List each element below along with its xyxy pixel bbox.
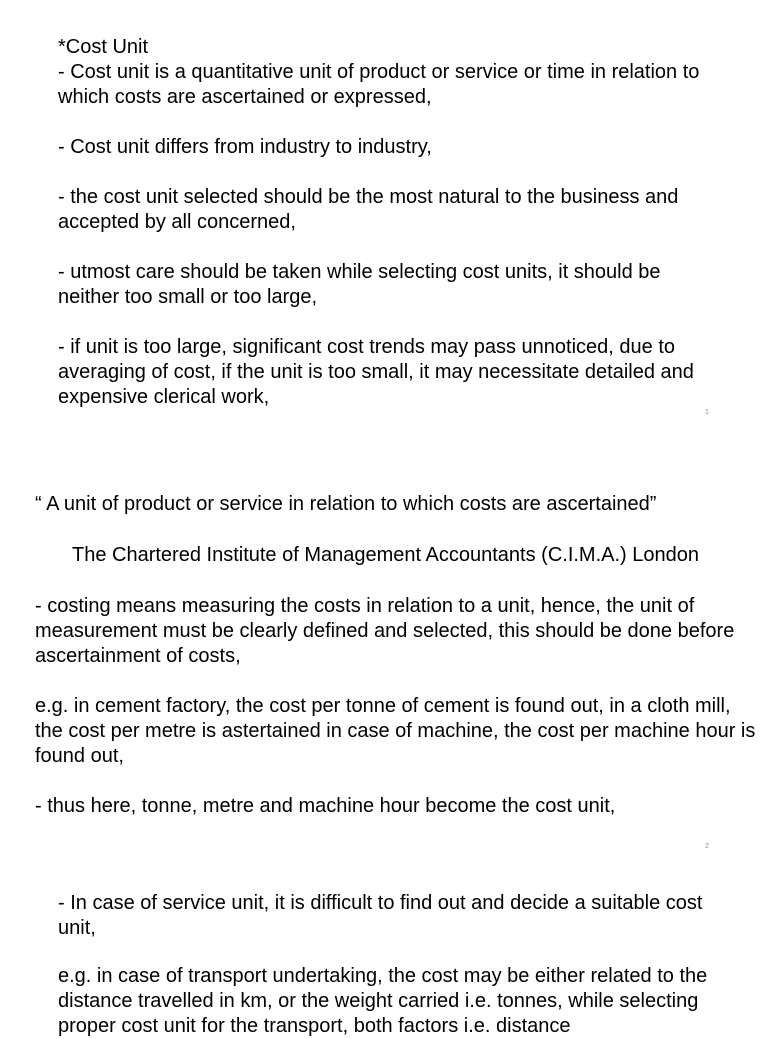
slide-1-point-2: - Cost unit differs from industry to industry, bbox=[58, 136, 432, 158]
slide-1-page-number: 1 bbox=[705, 409, 709, 416]
slide-3-paragraph-1: - In case of service unit, it is difficult to find out and decide a suitable cost unit, bbox=[58, 892, 703, 939]
slide-1-point-3: - the cost unit selected should be the most natural to the business and accepted by all concerned, bbox=[58, 186, 679, 233]
slide-2-paragraph-2: e.g. in cement factory, the cost per tonne of cement is found out, in a cloth mill, the cost per metre is astertained in case of machine, the cost per machine hour is found out, bbox=[35, 695, 756, 767]
slide-1-point-4: - utmost care should be taken while selecting cost units, it should be neither too small or too large, bbox=[58, 261, 661, 308]
slide-2-quote: “ A unit of product or service in relation to which costs are ascertained” bbox=[35, 493, 657, 515]
slide-2-attribution: The Chartered Institute of Management Accountants (C.I.M.A.) London bbox=[72, 544, 700, 566]
slide-1-point-5: - if unit is too large, significant cost trends may pass unnoticed, due to averaging of cost, if the unit is too small, it may necessitate detailed and expensive clerical work, bbox=[58, 336, 694, 408]
slide-2-paragraph-1: - costing means measuring the costs in relation to a unit, hence, the unit of measurement must be clearly defined and selected, this should be done before ascertainment of costs, bbox=[35, 595, 735, 667]
slide-2-paragraph-3: - thus here, tonne, metre and machine hour become the cost unit, bbox=[35, 795, 616, 817]
slide-2-page-number: 2 bbox=[705, 843, 709, 850]
slide-3-paragraph-2: e.g. in case of transport undertaking, the cost may be either related to the distance travelled in km, or the weight carried i.e. tonnes, while selecting proper cost unit for the transport, both factors i.e. distance bbox=[58, 965, 708, 1037]
slide-1-heading: *Cost Unit bbox=[58, 36, 149, 58]
slide-1-point-1: - Cost unit is a quantitative unit of product or service or time in relation to which costs are ascertained or expressed, bbox=[58, 61, 700, 108]
